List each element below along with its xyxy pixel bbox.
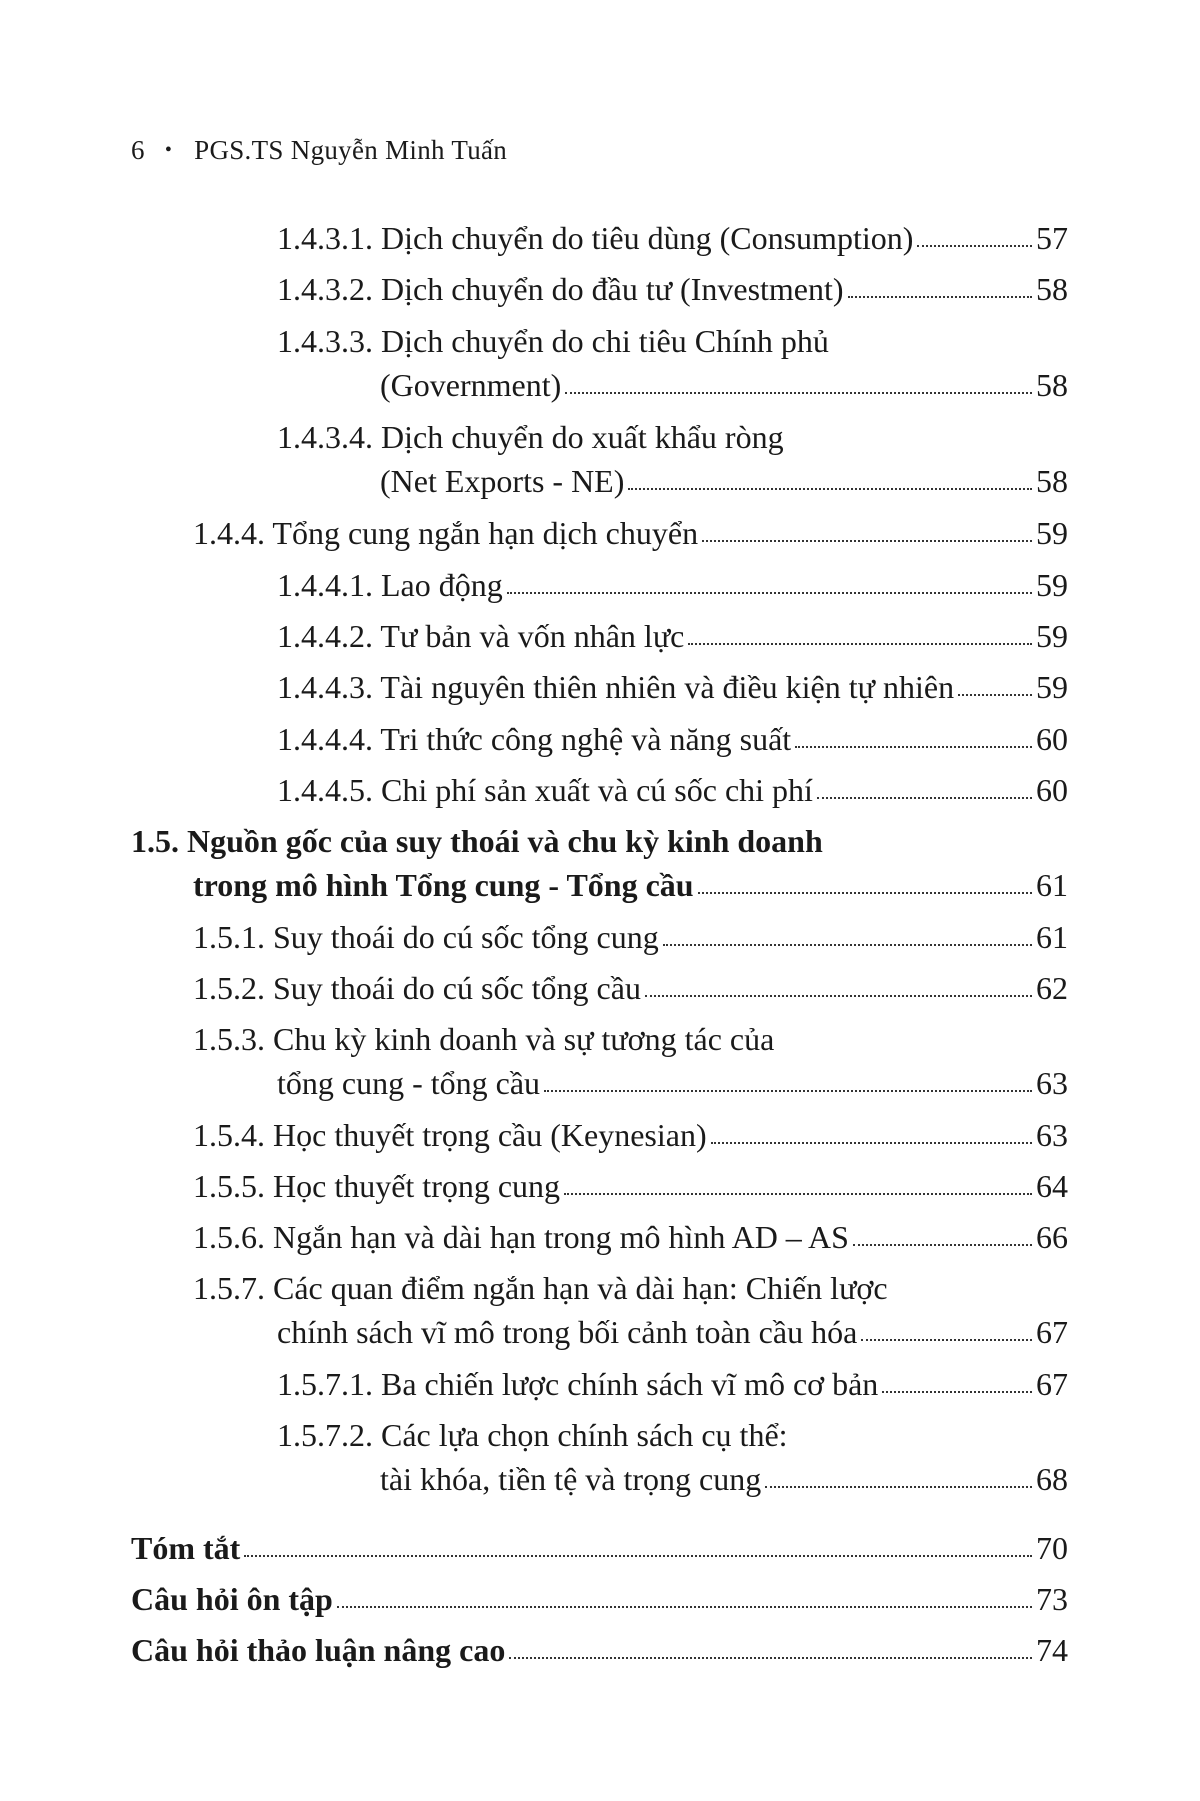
- toc-entry-title: 1.5.2. Suy thoái do cú sốc tổng cầu: [193, 970, 641, 1006]
- toc-entry[interactable]: [277, 1416, 1068, 1498]
- toc-leader-dots: [509, 1657, 1032, 1659]
- toc-page-number: 66: [1036, 1219, 1068, 1255]
- author-name: PGS.TS Nguyễn Minh Tuấn: [194, 135, 508, 165]
- toc-page-number: 62: [1036, 970, 1068, 1006]
- toc-entry[interactable]: [193, 1269, 1068, 1351]
- toc-entry-title-continued: tài khóa, tiền tệ và trọng cung: [380, 1461, 762, 1497]
- toc-entry-title: 1.5.6. Ngắn hạn và dài hạn trong mô hình AD – AS: [193, 1219, 849, 1255]
- toc-leader-dots: [848, 296, 1032, 298]
- toc-entry-title: 1.4.3.3. Dịch chuyển do chi tiêu Chính phủ: [277, 323, 829, 359]
- toc-page-number: 58: [1036, 271, 1068, 307]
- toc-page-number: 58: [1036, 463, 1068, 499]
- toc-page-number: 59: [1036, 618, 1068, 654]
- toc-leader-dots: [507, 592, 1032, 594]
- toc-leader-dots: [711, 1142, 1032, 1144]
- toc-leader-dots: [917, 245, 1032, 247]
- toc-entry-title: 1.4.3.2. Dịch chuyển do đầu tư (Investment): [277, 271, 844, 307]
- toc-page-number: 74: [1036, 1632, 1068, 1668]
- toc-section-entry[interactable]: [131, 1580, 1068, 1618]
- toc-entry-title: 1.5.5. Học thuyết trọng cung: [193, 1168, 561, 1204]
- toc-leader-dots: [882, 1391, 1032, 1393]
- toc-section-title-continued: trong mô hình Tổng cung - Tổng cầu: [193, 867, 694, 903]
- toc-leader-dots: [645, 995, 1032, 997]
- toc-entry-title: 1.4.4.1. Lao động: [277, 567, 503, 603]
- toc-leader-dots: [817, 797, 1032, 799]
- toc-entry-title-continued: chính sách vĩ mô trong bối cảnh toàn cầu hóa: [277, 1314, 858, 1350]
- toc-section-title: Câu hỏi thảo luận nâng cao: [131, 1632, 506, 1668]
- toc-entry[interactable]: [277, 418, 1068, 500]
- toc-entry[interactable]: [277, 771, 1068, 809]
- toc-section-entry[interactable]: [131, 1631, 1068, 1669]
- toc-entry-title: 1.4.3.4. Dịch chuyển do xuất khẩu ròng: [277, 419, 784, 455]
- toc-entry[interactable]: [277, 617, 1068, 655]
- toc-page-number: 57: [1036, 220, 1068, 256]
- toc-entry[interactable]: [277, 720, 1068, 758]
- toc-page-number: 60: [1036, 721, 1068, 757]
- toc-leader-dots: [564, 1193, 1032, 1195]
- toc-leader-dots: [337, 1606, 1032, 1608]
- toc-entry[interactable]: [193, 969, 1068, 1007]
- toc-entry-title: 1.5.7.2. Các lựa chọn chính sách cụ thể:: [277, 1417, 788, 1453]
- toc-leader-dots: [663, 944, 1032, 946]
- toc-entry-title: 1.4.4. Tổng cung ngắn hạn dịch chuyển: [193, 515, 699, 551]
- toc-entry[interactable]: [193, 1218, 1068, 1256]
- toc-entry[interactable]: [277, 270, 1068, 308]
- toc-page-number: 58: [1036, 367, 1068, 403]
- toc-page-number: 59: [1036, 515, 1068, 551]
- toc-page-number: 70: [1036, 1530, 1068, 1566]
- toc-entry[interactable]: [277, 1365, 1068, 1403]
- toc-leader-dots: [628, 488, 1032, 490]
- toc-leader-dots: [853, 1244, 1032, 1246]
- toc-entry[interactable]: [193, 918, 1068, 956]
- toc-page-number: 61: [1036, 867, 1068, 903]
- toc-section-entry[interactable]: [131, 822, 1068, 904]
- toc-page-number: 63: [1036, 1117, 1068, 1153]
- toc-section-title: Câu hỏi ôn tập: [131, 1581, 333, 1617]
- toc-entry-title: 1.5.4. Học thuyết trọng cầu (Keynesian): [193, 1117, 707, 1153]
- toc-leader-dots: [861, 1339, 1032, 1341]
- toc-page-number: 59: [1036, 669, 1068, 705]
- toc-entry-title: 1.4.4.2. Tư bản và vốn nhân lực: [277, 618, 685, 654]
- toc-entry-title-continued: (Government): [380, 367, 562, 403]
- toc-leader-dots: [702, 540, 1032, 542]
- toc-entry[interactable]: [277, 668, 1068, 706]
- toc-page-number: 68: [1036, 1461, 1068, 1497]
- toc-entry-title: 1.5.7. Các quan điểm ngắn hạn và dài hạn: Chiến lược: [193, 1270, 888, 1306]
- toc-page-number: 59: [1036, 567, 1068, 603]
- toc-leader-dots: [958, 694, 1032, 696]
- toc-entry[interactable]: [193, 1116, 1068, 1154]
- toc-entry[interactable]: [277, 322, 1068, 404]
- toc-entry-title: 1.4.4.4. Tri thức công nghệ và năng suất: [277, 721, 792, 757]
- toc-page-number: 61: [1036, 919, 1068, 955]
- toc-page-number: 73: [1036, 1581, 1068, 1617]
- toc-entry-title: 1.4.4.5. Chi phí sản xuất và cú sốc chi phí: [277, 772, 813, 808]
- toc-leader-dots: [795, 746, 1032, 748]
- toc-leader-dots: [698, 892, 1032, 894]
- toc-page-number: 67: [1036, 1366, 1068, 1402]
- toc-section-title: 1.5. Nguồn gốc của suy thoái và chu kỳ kinh doanh: [131, 823, 823, 859]
- toc-leader-dots: [544, 1090, 1032, 1092]
- toc-entry[interactable]: [193, 514, 1068, 552]
- toc-page-number: 63: [1036, 1065, 1068, 1101]
- toc-entry-title: 1.5.7.1. Ba chiến lược chính sách vĩ mô cơ bản: [277, 1366, 879, 1402]
- toc-page-number: 60: [1036, 772, 1068, 808]
- toc-entry-title: 1.4.3.1. Dịch chuyển do tiêu dùng (Consumption): [277, 220, 914, 256]
- toc-entry[interactable]: [193, 1167, 1068, 1205]
- page-number: 6: [131, 135, 145, 165]
- toc-leader-dots: [765, 1486, 1032, 1488]
- toc-page-number: 64: [1036, 1168, 1068, 1204]
- toc-leader-dots: [688, 643, 1032, 645]
- toc-entry[interactable]: [277, 566, 1068, 604]
- page-header: [131, 135, 507, 166]
- toc-entry-title: 1.5.1. Suy thoái do cú sốc tổng cung: [193, 919, 659, 955]
- toc-entry[interactable]: [193, 1020, 1068, 1102]
- header-bullet: •: [164, 139, 173, 161]
- toc-leader-dots: [244, 1555, 1032, 1557]
- toc-entry-title: 1.4.4.3. Tài nguyên thiên nhiên và điều kiện tự nhiên: [277, 669, 955, 705]
- toc-entry[interactable]: [277, 219, 1068, 257]
- toc-section-entry[interactable]: [131, 1529, 1068, 1567]
- toc-entry-title-continued: tổng cung - tổng cầu: [277, 1065, 541, 1101]
- toc-leader-dots: [565, 392, 1032, 394]
- toc-page-number: 67: [1036, 1314, 1068, 1350]
- toc-entry-title-continued: (Net Exports - NE): [380, 463, 625, 499]
- toc-section-title: Tóm tắt: [131, 1530, 241, 1566]
- toc-entry-title: 1.5.3. Chu kỳ kinh doanh và sự tương tác của: [193, 1021, 775, 1057]
